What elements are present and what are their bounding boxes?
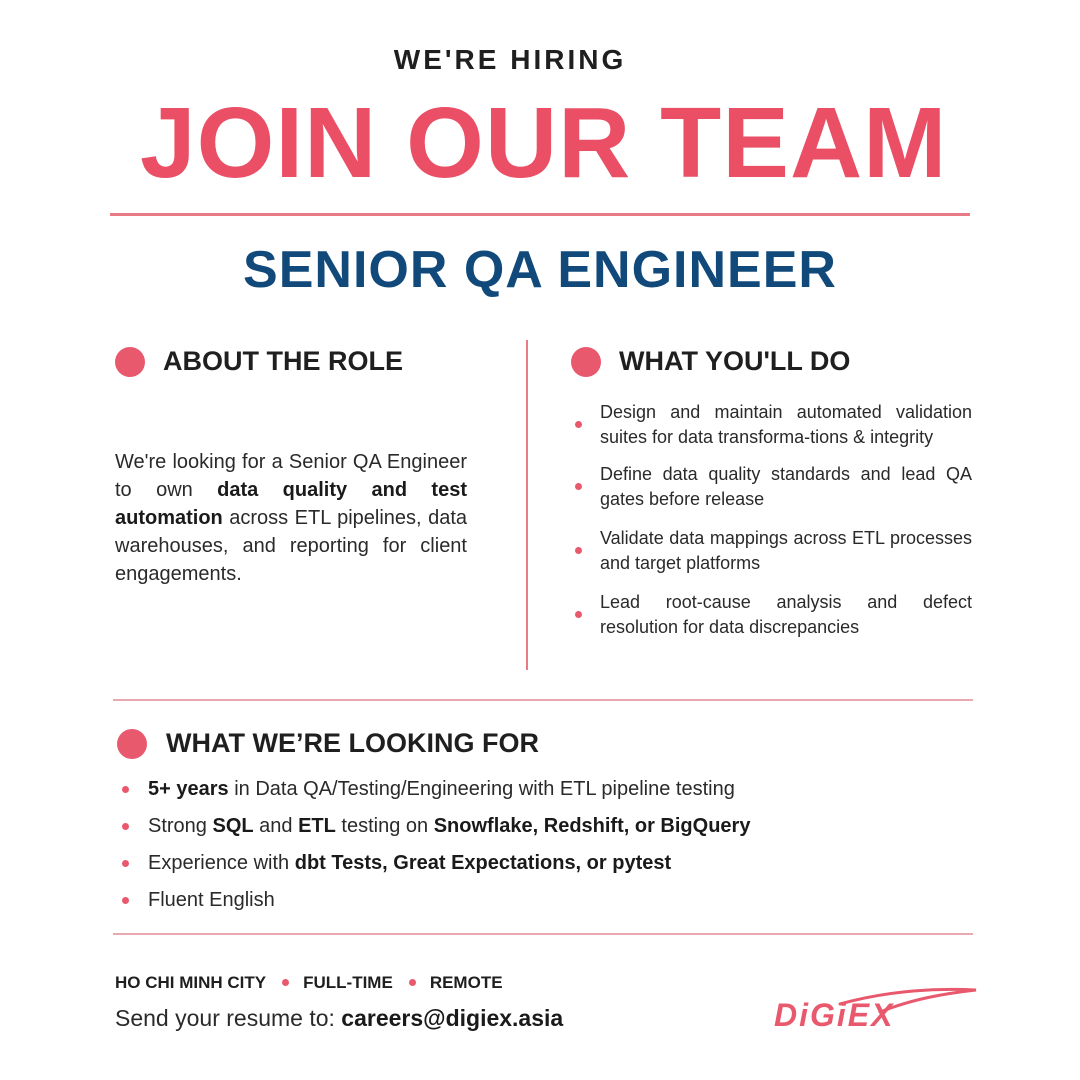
duties-bullet-icon <box>571 347 601 377</box>
bullet-dot-icon <box>575 611 582 618</box>
list-item: Lead root-cause analysis and defect resolution for data discrepancies <box>572 590 972 640</box>
list-item: Define data quality standards and lead QA gates before release <box>572 462 972 512</box>
position-title: SENIOR QA ENGINEER <box>243 241 837 299</box>
about-heading: ABOUT THE ROLE <box>163 346 403 376</box>
bullet-dot-icon <box>575 483 582 490</box>
bullet-dot-icon <box>409 979 416 986</box>
job-tags <box>115 972 503 993</box>
list-item: Design and maintain automated validation suites for data transforma-tions & integrity <box>572 400 972 450</box>
requirements-bullet-icon <box>117 729 147 759</box>
digiex-logo <box>770 986 980 1034</box>
svg-text:DiGiEX: DiGiEX <box>774 997 895 1033</box>
about-bullet-icon <box>115 347 145 377</box>
send-resume: Send your resume to: careers@digiex.asia <box>115 1005 564 1031</box>
list-item: 5+ years in Data QA/Testing/Engineering with ETL pipeline testing <box>120 774 750 811</box>
column-divider <box>526 340 528 670</box>
duties-list <box>572 400 972 652</box>
list-item: Validate data mappings across ETL processes and target platforms <box>572 526 972 576</box>
bullet-dot-icon <box>122 897 129 904</box>
requirements-list <box>120 774 750 922</box>
employment-type-tag: FULL-TIME <box>303 972 393 992</box>
bullet-dot-icon <box>282 979 289 986</box>
bullet-dot-icon <box>575 421 582 428</box>
hiring-label: WE'RE HIRING <box>393 44 627 75</box>
requirements-heading: WHAT WE’RE LOOKING FOR <box>166 728 539 758</box>
location-tag: HO CHI MINH CITY <box>115 972 267 992</box>
list-item: Fluent English <box>120 885 750 922</box>
bullet-dot-icon <box>122 786 129 793</box>
about-text: We're looking for a Senior QA Engineer to own data quality and test automation across ETL pipelines, data warehouses, and reporting for client engagements. <box>115 451 467 585</box>
work-mode-tag: REMOTE <box>429 972 503 992</box>
bullet-dot-icon <box>122 823 129 830</box>
bullet-dot-icon <box>122 860 129 867</box>
list-item: Strong SQL and ETL testing on Snowflake, Redshift, or BigQuery <box>120 811 750 848</box>
headline: JOIN OUR TEAM <box>140 87 948 199</box>
divider-top <box>110 213 970 216</box>
list-item: Experience with dbt Tests, Great Expectations, or pytest <box>120 848 750 885</box>
divider-middle <box>113 699 973 701</box>
bullet-dot-icon <box>575 547 582 554</box>
divider-bottom <box>113 933 973 935</box>
email-link[interactable]: careers@digiex.asia <box>341 1005 564 1031</box>
duties-heading: WHAT YOU'LL DO <box>619 346 851 376</box>
